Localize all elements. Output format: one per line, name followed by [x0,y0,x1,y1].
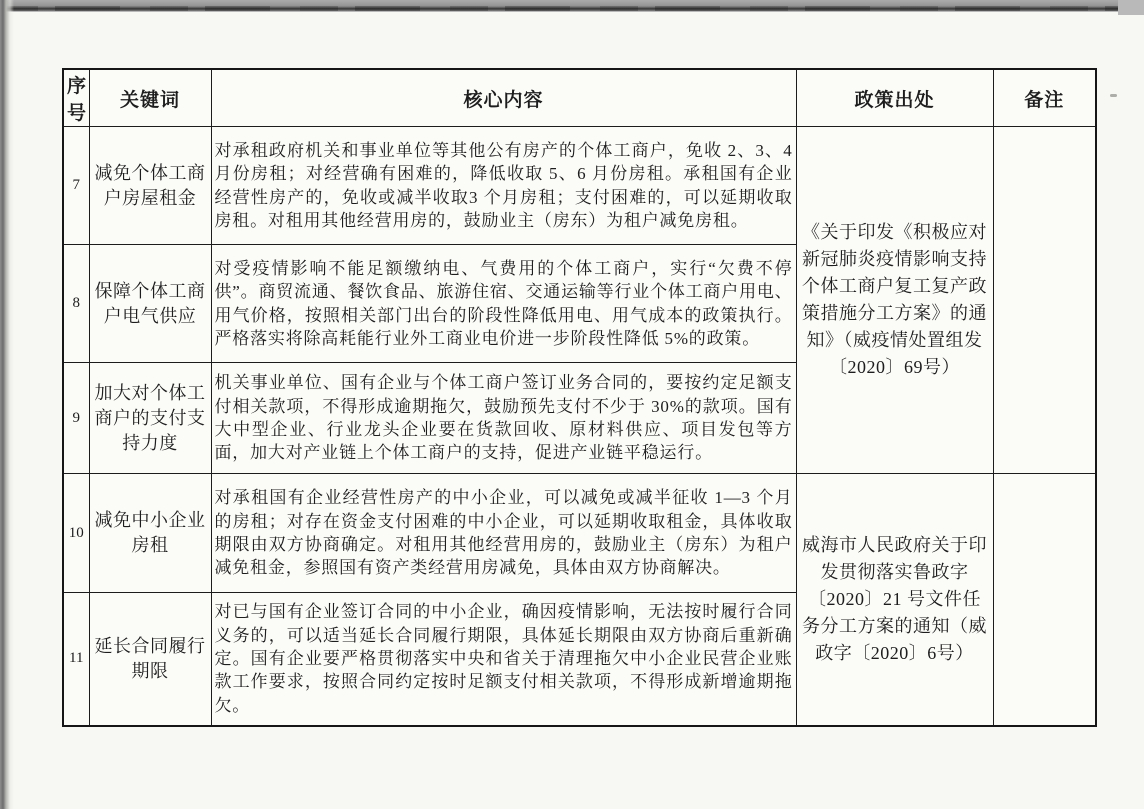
row-keyword: 加大对个体工商户的支付支持力度 [89,363,211,474]
row-number: 11 [63,593,89,726]
row-content: 对承租政府机关和事业单位等其他公有房产的个体工商户，免收 2、3、4 月份房租；对经营确有困难的，降低收取 5、6 月份房租。承租国有企业经营性房产的，免收或减半收取3 个月房租；支付困难的，可以延期收取房租。对租用其他经营用房的，鼓励业主（房东）为租户减免房租。 [211,127,796,245]
header-keyword: 关键词 [89,69,211,127]
header-no: 序号 [63,69,89,127]
row-content: 对已与国有企业签订合同的中小企业，确因疫情影响，无法按时履行合同义务的，可以适当延长合同履行期限，具体延长期限由双方协商后重新确定。国有企业要严格贯彻落实中央和省关于清理拖欠中小企业民营企业账款工作要求，按照合同约定按时足额支付相关款项，不得形成新增逾期拖欠。 [211,593,796,726]
row-keyword: 减免中小企业房租 [89,474,211,593]
row-keyword: 减免个体工商户房屋租金 [89,127,211,245]
scan-speckle-artifact [1110,94,1117,97]
table-header-row [63,69,1096,127]
header-source: 政策出处 [796,69,993,127]
policy-source-group-2: 威海市人民政府关于印发贯彻落实鲁政字〔2020〕21 号文件任务分工方案的通知（威政字〔2020〕6号） [796,474,993,726]
scanner-left-edge-artifact [0,0,14,809]
row-number: 8 [63,245,89,363]
row-content: 机关事业单位、国有企业与个体工商户签订业务合同的，要按约定足额支付相关款项，不得形成逾期拖欠，鼓励预先支付不少于 30%的款项。国有大中型企业、行业龙头企业要在货款回收、原材料供应、项目发包等方面，加大对产业链上个体工商户的支持，促进产业链平稳运行。 [211,363,796,474]
scanner-top-streaks-artifact [0,6,1144,11]
remark-group-2 [993,474,1096,726]
row-content: 对承租国有企业经营性房产的中小企业，可以减免或减半征收 1—3 个月的房租；对存在资金支付困难的中小企业，可以延期收取租金，具体收取期限由双方协商确定。对租用其他经营用房的，鼓励业主（房东）为租户减免租金，参照国有资产类经营用房减免，具体由双方协商解决。 [211,474,796,593]
header-remark: 备注 [993,69,1096,127]
table-row [63,474,1096,593]
row-keyword: 延长合同履行期限 [89,593,211,726]
policy-table [62,68,1097,727]
row-number: 7 [63,127,89,245]
header-content: 核心内容 [211,69,796,127]
policy-source-group-1: 《关于印发《积极应对新冠肺炎疫情影响支持个体工商户复工复产政策措施分工方案》的通知》（威疫情处置组发〔2020〕69号） [796,127,993,474]
table-row [63,127,1096,245]
row-content: 对受疫情影响不能足额缴纳电、气费用的个体工商户，实行“欠费不停供”。商贸流通、餐饮食品、旅游住宿、交通运输等行业个体工商户用电、用气价格，按照相关部门出台的阶段性降低用电、用气成本的政策执行。严格落实将除高耗能行业外工商业电价进一步阶段性降低 5%的政策。 [211,245,796,363]
remark-group-1 [993,127,1096,474]
scanner-top-right-artifact [1118,0,1144,15]
row-keyword: 保障个体工商户电气供应 [89,245,211,363]
row-number: 9 [63,363,89,474]
row-number: 10 [63,474,89,593]
